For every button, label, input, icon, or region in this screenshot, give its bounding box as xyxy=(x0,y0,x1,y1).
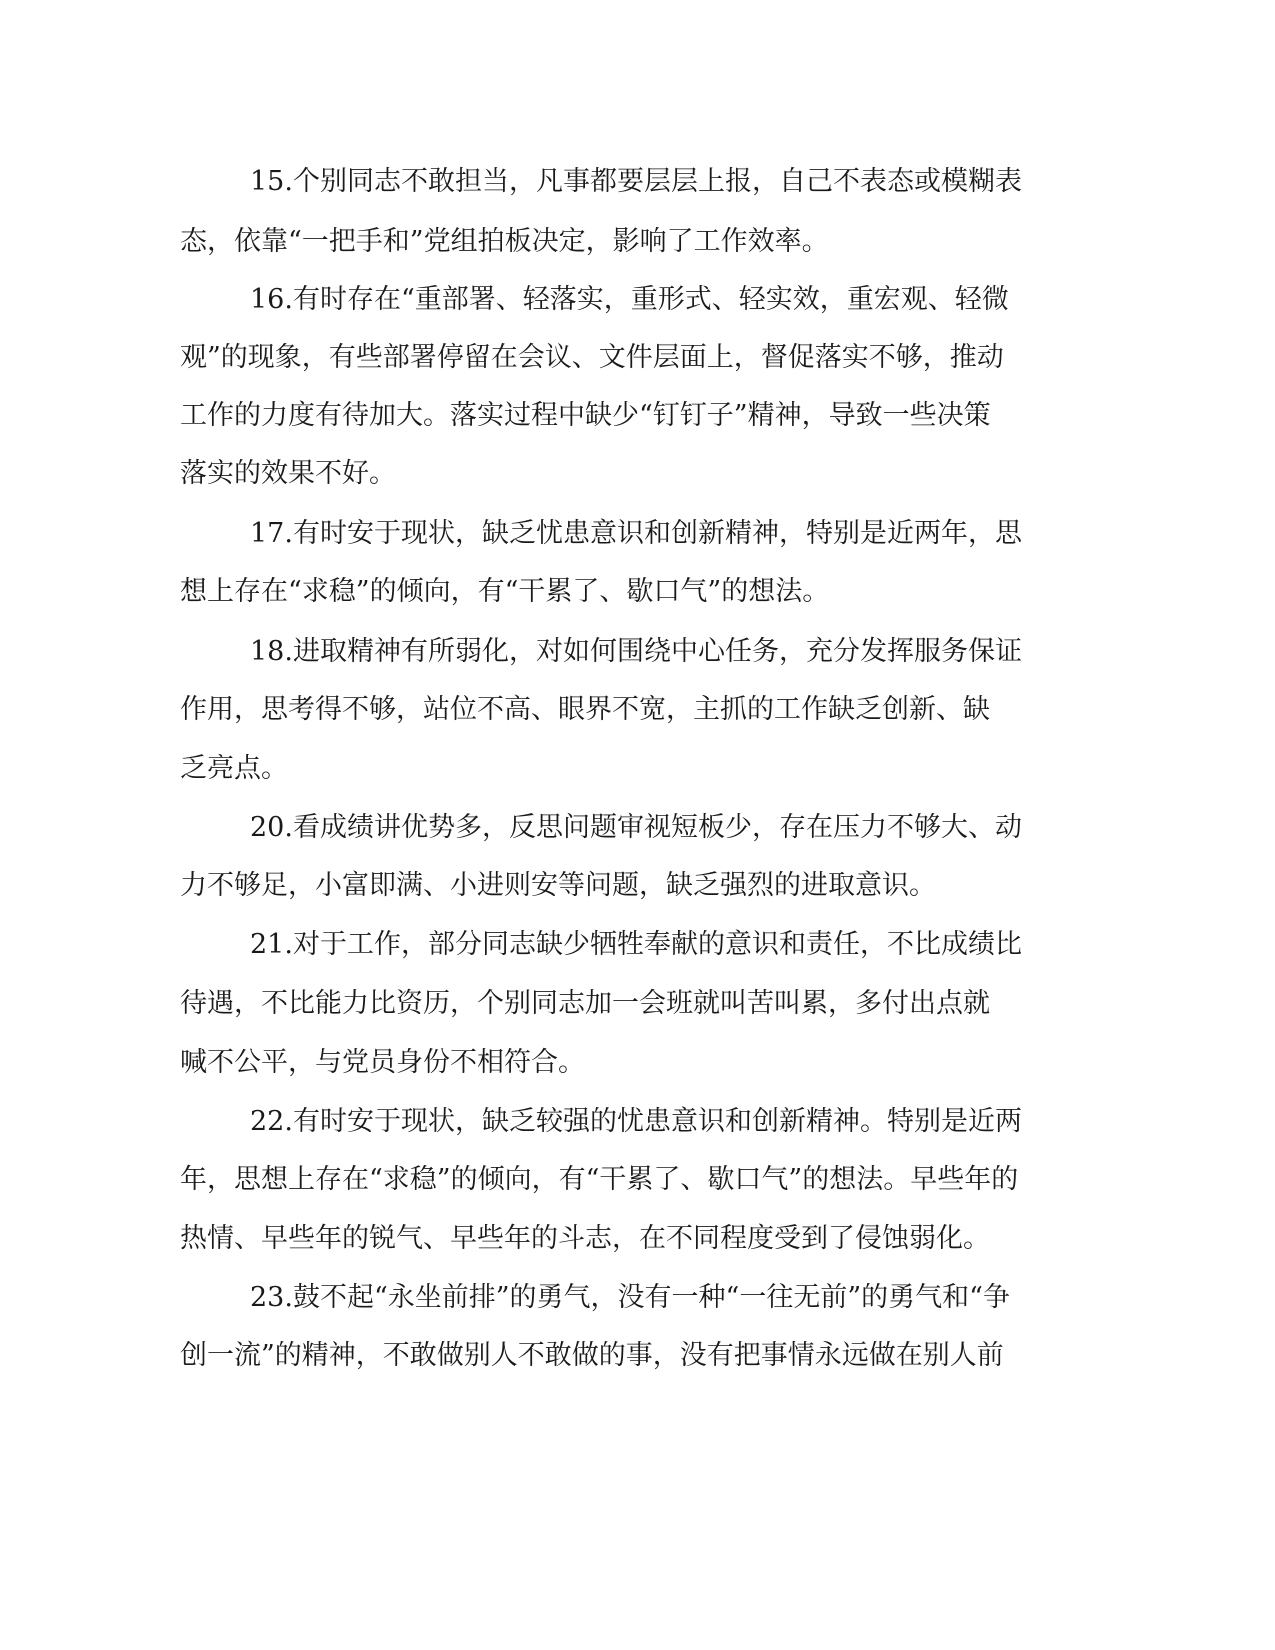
paragraph-15-line-1: 15.个别同志不敢担当，凡事都要层层上报，自己不表态或模糊表 xyxy=(250,166,1022,197)
paragraph-18-line-1: 18.进取精神有所弱化，对如何围绕中心任务，充分发挥服务保证 xyxy=(250,636,1022,667)
paragraph-15-line-2: 态，依靠“一把手和”党组拍板决定，影响了工作效率。 xyxy=(180,226,829,257)
paragraph-16-line-3: 工作的力度有待加大。落实过程中缺少“钉钉子”精神，导致一些决策 xyxy=(180,400,991,431)
paragraph-21-line-3: 喊不公平，与党员身份不相符合。 xyxy=(180,1047,585,1078)
paragraph-23-line-1: 23.鼓不起“永坐前排”的勇气，没有一种“一往无前”的勇气和“争 xyxy=(250,1282,1010,1313)
paragraph-20-line-1: 20.看成绩讲优势多，反思问题审视短板少，存在压力不够大、动 xyxy=(250,812,1022,843)
paragraph-16-line-2: 观”的现象，有些部署停留在会议、文件层面上，督促落实不够，推动 xyxy=(180,342,1004,373)
paragraph-17-line-1: 17.有时安于现状，缺乏忧患意识和创新精神，特别是近两年，思 xyxy=(250,518,1022,549)
paragraph-22-line-3: 热情、早些年的锐气、早些年的斗志，在不同程度受到了侵蚀弱化。 xyxy=(180,1223,990,1254)
paragraph-20-line-2: 力不够足，小富即满、小进则安等问题，缺乏强烈的进取意识。 xyxy=(180,870,936,901)
paragraph-23-line-2: 创一流”的精神，不敢做别人不敢做的事，没有把事情永远做在别人前 xyxy=(180,1340,1004,1371)
paragraph-22-line-1: 22.有时安于现状，缺乏较强的忧患意识和创新精神。特别是近两 xyxy=(250,1106,1022,1137)
paragraph-21-line-2: 待遇，不比能力比资历，个别同志加一会班就叫苦叫累，多付出点就 xyxy=(180,988,990,1019)
paragraph-17-line-2: 想上存在“求稳”的倾向，有“干累了、歇口气”的想法。 xyxy=(180,576,830,607)
paragraph-21-line-1: 21.对于工作，部分同志缺少牺牲奉献的意识和责任，不比成绩比 xyxy=(250,929,1022,960)
paragraph-16-line-4: 落实的效果不好。 xyxy=(180,458,396,489)
paragraph-16-line-1: 16.有时存在“重部署、轻落实，重形式、轻实效，重宏观、轻微 xyxy=(250,284,1009,315)
paragraph-22-line-2: 年，思想上存在“求稳”的倾向，有“干累了、歇口气”的想法。早些年的 xyxy=(180,1164,1019,1195)
paragraph-18-line-2: 作用，思考得不够，站位不高、眼界不宽，主抓的工作缺乏创新、缺 xyxy=(180,694,990,725)
paragraph-18-line-3: 乏亮点。 xyxy=(180,753,288,784)
